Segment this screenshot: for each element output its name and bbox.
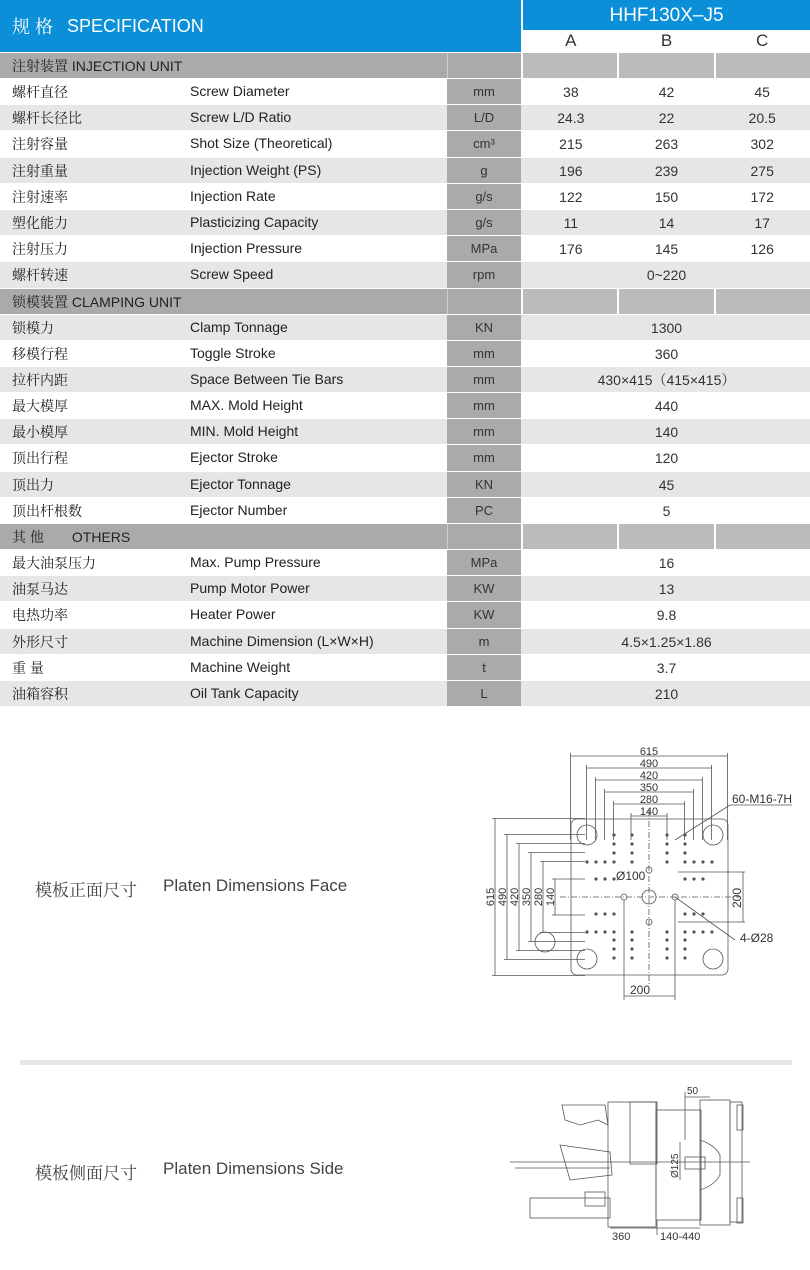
param-name-en: Screw Diameter <box>190 83 290 99</box>
dia-label: Ø125 <box>670 1153 681 1178</box>
table-row <box>0 629 810 655</box>
unit-cell: L <box>447 681 521 706</box>
column-b: B <box>660 31 673 50</box>
table-row <box>0 210 810 236</box>
bottom-dim-label: 200 <box>630 983 651 997</box>
unit-cell: KN <box>447 315 521 340</box>
param-name-cn: 螺杆转速 <box>12 267 68 284</box>
unit-cell: g/s <box>447 210 521 235</box>
section-title: 锁模装置 CLAMPING UNIT <box>12 293 182 310</box>
table-row <box>0 498 810 524</box>
table-row <box>0 550 810 576</box>
unit-cell: mm <box>447 445 521 470</box>
face-caption-en: Platen Dimensions Face <box>163 876 348 895</box>
unit-cell: KW <box>447 576 521 601</box>
v-dim-label: 140 <box>545 887 557 907</box>
param-name-en: Pump Motor Power <box>190 580 310 597</box>
values <box>521 576 810 601</box>
values <box>521 472 810 497</box>
spec-table <box>0 53 810 707</box>
value-cell: 45 <box>658 476 675 493</box>
value-cell: 38 <box>563 84 579 100</box>
values <box>521 131 810 156</box>
hole-label: 60-M16-7H <box>732 792 793 806</box>
values <box>521 498 810 523</box>
face-caption <box>35 876 347 901</box>
unit-cell: m <box>447 629 521 654</box>
param-name-en: Machine Dimension (L×W×H) <box>190 632 374 649</box>
value-cell: 45 <box>754 84 770 100</box>
values <box>521 79 810 104</box>
param-name-cn: 螺杆直径 <box>12 84 68 100</box>
values <box>521 236 810 261</box>
param-name-en: Clamp Tonnage <box>190 318 288 335</box>
value-cell: 275 <box>750 162 774 179</box>
param-name-en: Space Between Tie Bars <box>190 370 344 387</box>
param-name-cn: 移模行程 <box>12 345 68 362</box>
h-dim-label: 615 <box>639 746 659 758</box>
table-row <box>0 472 810 498</box>
param-name-en: Oil Tank Capacity <box>190 684 299 701</box>
values <box>521 158 810 183</box>
values <box>521 445 810 470</box>
param-name-en: Shot Size (Theoretical) <box>190 135 333 152</box>
value-cell: 126 <box>750 241 774 258</box>
value-cell: 42 <box>658 84 675 100</box>
param-name-en: Max. Pump Pressure <box>190 554 321 570</box>
value-cell: 440 <box>654 398 679 415</box>
platen-side-drawing <box>500 1080 760 1250</box>
values <box>521 210 810 235</box>
column-c: C <box>756 31 769 50</box>
values <box>521 550 810 575</box>
model-name: HHF130X–J5 <box>523 0 810 30</box>
section-title: 其 他 OTHERS <box>12 529 131 545</box>
unit-cell: t <box>447 655 521 680</box>
param-name-cn: 顶出杆根数 <box>12 502 82 519</box>
spec-header <box>0 0 810 52</box>
mold-height-label: 140-440 <box>660 1231 701 1243</box>
unit-cell: MPa <box>447 550 521 575</box>
values <box>521 341 810 366</box>
param-name-en: Ejector Tonnage <box>190 475 291 492</box>
value-cells <box>521 53 810 78</box>
param-name-en: Machine Weight <box>190 658 291 675</box>
value-cell: 210 <box>654 685 679 702</box>
table-row <box>0 184 810 210</box>
unit-cell: PC <box>447 498 521 523</box>
section-header <box>0 289 810 315</box>
values <box>521 367 810 392</box>
value-cell: 17 <box>754 214 770 231</box>
values <box>521 262 810 287</box>
value-cell: 150 <box>654 188 679 205</box>
unit-cell <box>447 524 521 549</box>
param-name-cn: 最小模厚 <box>12 424 68 441</box>
side-caption <box>35 1159 343 1184</box>
title-cn: 规 格 <box>12 17 54 37</box>
section-header <box>0 53 810 79</box>
v-dim-label: 280 <box>533 887 545 907</box>
value-cell: 122 <box>559 188 583 205</box>
values <box>521 602 810 627</box>
unit-cell: g/s <box>447 184 521 209</box>
section-divider <box>20 1060 792 1065</box>
v-dim-label: 615 <box>485 887 497 907</box>
side-caption-en: Platen Dimensions Side <box>163 1159 344 1178</box>
table-row <box>0 419 810 445</box>
param-name-en: MAX. Mold Height <box>190 397 303 414</box>
unit-cell: mm <box>447 419 521 444</box>
param-name-en: Ejector Stroke <box>190 449 278 466</box>
table-row <box>0 158 810 184</box>
param-name-cn: 注射重量 <box>12 162 68 179</box>
value-cell: 22 <box>658 110 675 127</box>
value-cell: 14 <box>658 214 675 231</box>
param-name-en: Injection Weight (PS) <box>190 161 322 178</box>
value-cell: 1300 <box>650 319 683 336</box>
value-cells <box>521 524 810 549</box>
param-name-cn: 注射速率 <box>12 188 68 205</box>
value-cell: 196 <box>559 162 583 179</box>
value-cell: 140 <box>654 424 679 441</box>
values <box>521 105 810 130</box>
variant-columns <box>523 30 810 52</box>
table-row <box>0 262 810 288</box>
param-name-cn: 螺杆长径比 <box>12 110 82 127</box>
h-dim-label: 420 <box>639 770 659 782</box>
param-name-cn: 注射容量 <box>12 136 68 153</box>
param-name-cn: 重 量 <box>12 659 44 676</box>
param-name-cn: 油泵马达 <box>12 581 68 598</box>
table-row <box>0 393 810 419</box>
platen-face-drawing <box>480 740 800 1010</box>
column-a: A <box>565 31 577 50</box>
param-name-en: Ejector Number <box>190 501 288 518</box>
value-cell: 302 <box>750 136 774 153</box>
pin-label: 4-Ø28 <box>740 931 774 945</box>
param-name-cn: 塑化能力 <box>12 214 68 231</box>
param-name-cn: 拉杆内距 <box>12 371 68 388</box>
values <box>521 315 810 340</box>
section-header <box>0 524 810 550</box>
param-name-cn: 电热功率 <box>12 607 68 624</box>
value-cell: 5 <box>662 502 671 519</box>
value-cell: 360 <box>654 345 679 362</box>
value-cell: 215 <box>559 136 583 153</box>
section-title: 注射装置 INJECTION UNIT <box>12 58 183 74</box>
value-cell: 172 <box>750 188 774 205</box>
values <box>521 629 810 654</box>
param-name-cn: 外形尺寸 <box>12 633 68 650</box>
unit-cell: mm <box>447 367 521 392</box>
values <box>521 393 810 418</box>
param-name-cn: 注射压力 <box>12 241 68 258</box>
table-row <box>0 576 810 602</box>
value-cell: 3.7 <box>656 659 677 676</box>
param-name-en: MIN. Mold Height <box>190 423 299 440</box>
value-cell: 239 <box>654 162 679 179</box>
values <box>521 681 810 706</box>
center-hole-label: Ø100 <box>616 869 646 883</box>
param-name-en: Heater Power <box>190 606 276 623</box>
title-en: SPECIFICATION <box>67 15 204 36</box>
side-dim-label: 200 <box>730 887 744 908</box>
value-cell: 24.3 <box>557 110 585 127</box>
unit-cell: mm <box>447 393 521 418</box>
h-dim-label: 140 <box>639 806 659 818</box>
h-dim-label: 280 <box>639 794 659 806</box>
table-row <box>0 655 810 681</box>
unit-cell: mm <box>447 79 521 104</box>
values <box>521 184 810 209</box>
value-cell: 430×415（415×415） <box>597 371 736 388</box>
value-cell: 4.5×1.25×1.86 <box>621 633 712 650</box>
table-row <box>0 236 810 262</box>
value-cell: 263 <box>654 136 679 153</box>
param-name-en: Screw L/D Ratio <box>190 109 292 126</box>
value-cell: 0~220 <box>646 267 687 284</box>
table-row <box>0 602 810 628</box>
param-name-en: Plasticizing Capacity <box>190 213 319 230</box>
v-dim-label: 420 <box>509 887 521 907</box>
table-row <box>0 131 810 157</box>
table-row <box>0 367 810 393</box>
param-name-cn: 锁模力 <box>12 319 54 336</box>
values <box>521 419 810 444</box>
v-dim-label: 490 <box>497 887 509 907</box>
value-cell: 11 <box>563 214 579 231</box>
spec-title <box>0 0 521 52</box>
value-cell: 13 <box>658 581 675 598</box>
unit-cell: MPa <box>447 236 521 261</box>
unit-cell: L/D <box>447 105 521 130</box>
top-dim-label: 50 <box>687 1086 699 1097</box>
h-dim-label: 490 <box>639 758 659 770</box>
param-name-cn: 最大油泵压力 <box>12 555 96 571</box>
param-name-en: Injection Rate <box>190 187 276 204</box>
param-name-en: Injection Pressure <box>190 240 303 257</box>
values <box>521 655 810 680</box>
unit-cell <box>447 53 521 78</box>
table-row <box>0 79 810 105</box>
value-cell: 20.5 <box>748 110 776 127</box>
value-cell: 120 <box>654 450 679 467</box>
face-caption-cn: 模板正面尺寸 <box>35 881 137 900</box>
unit-cell: g <box>447 158 521 183</box>
unit-cell: KN <box>447 472 521 497</box>
value-cell: 9.8 <box>656 607 677 624</box>
value-cell: 176 <box>559 241 583 258</box>
unit-cell: cm³ <box>447 131 521 156</box>
param-name-en: Screw Speed <box>190 266 274 283</box>
table-row <box>0 315 810 341</box>
value-cell: 145 <box>654 241 679 258</box>
table-row <box>0 341 810 367</box>
unit-cell: mm <box>447 341 521 366</box>
value-cell: 16 <box>658 555 675 571</box>
side-caption-cn: 模板侧面尺寸 <box>35 1164 137 1183</box>
unit-cell: KW <box>447 602 521 627</box>
table-row <box>0 681 810 707</box>
value-cells <box>521 289 810 314</box>
param-name-cn: 顶出力 <box>12 476 54 493</box>
param-name-cn: 最大模厚 <box>12 398 68 415</box>
param-name-cn: 顶出行程 <box>12 450 68 467</box>
unit-cell: rpm <box>447 262 521 287</box>
unit-cell <box>447 289 521 314</box>
h-dim-label: 350 <box>639 782 659 794</box>
param-name-cn: 油箱容积 <box>12 685 68 702</box>
table-row <box>0 105 810 131</box>
v-dim-label: 350 <box>521 887 533 907</box>
param-name-en: Toggle Stroke <box>190 344 276 361</box>
table-row <box>0 445 810 471</box>
stroke-label: 360 <box>612 1231 631 1243</box>
